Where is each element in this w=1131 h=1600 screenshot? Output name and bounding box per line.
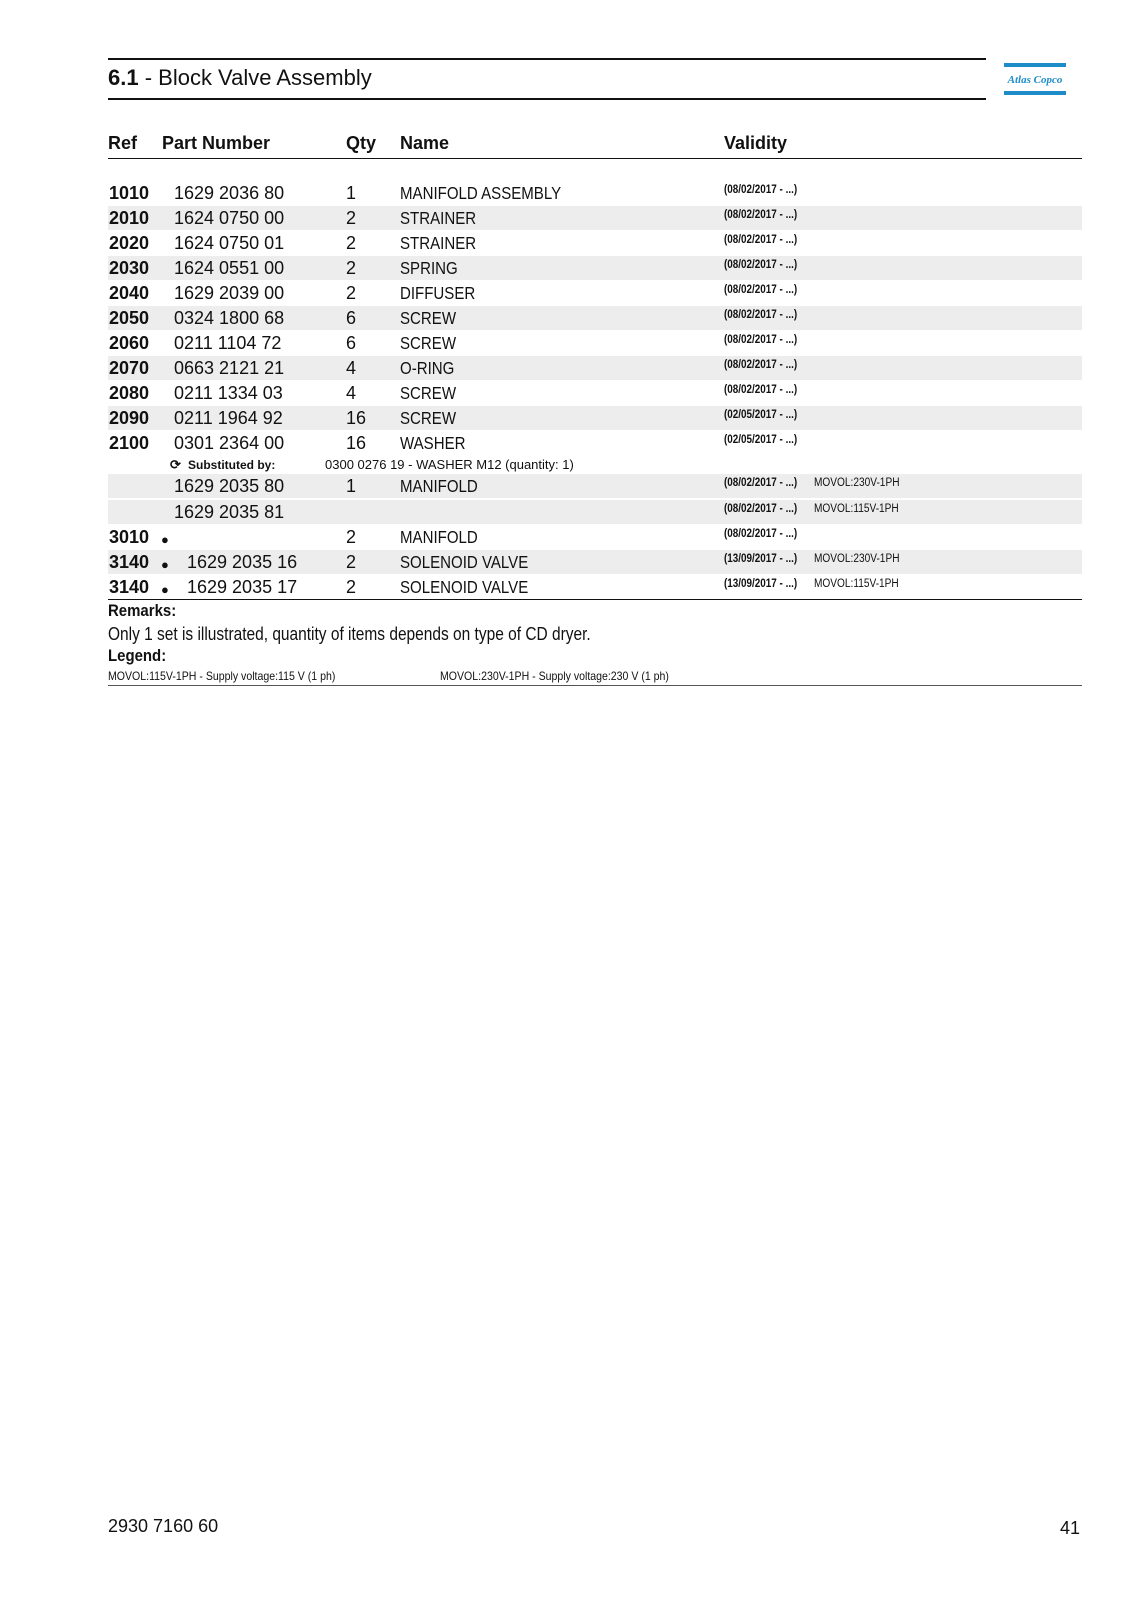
table-row	[108, 431, 1082, 455]
logo-text: Atlas Copco	[1007, 74, 1063, 86]
validity-cell: (08/02/2017 - ...)	[724, 528, 798, 540]
validity-cell: (13/09/2017 - ...)	[724, 553, 798, 565]
name-cell: STRAINER	[400, 208, 477, 228]
part-number-cell: 0211 1334 03	[174, 383, 283, 403]
validity-cell: (02/05/2017 - ...)	[724, 409, 798, 421]
table-row	[108, 256, 1082, 280]
qty-cell: 16	[346, 433, 367, 453]
variant-cell: MOVOL:115V-1PH	[814, 503, 899, 515]
table-row	[108, 206, 1082, 230]
variant-cell: MOVOL:230V-1PH	[814, 477, 900, 489]
qty-cell: 4	[346, 358, 357, 378]
col-header-qty: Qty	[346, 133, 377, 153]
header-rule	[108, 158, 1082, 159]
ref-cell: 2060	[109, 333, 150, 353]
qty-cell: 16	[346, 408, 367, 428]
section-number: 6.1	[108, 65, 139, 90]
ref-cell: 2100	[109, 433, 150, 453]
validity-cell: (08/02/2017 - ...)	[724, 209, 798, 221]
table-row	[108, 381, 1082, 405]
name-cell: SPRING	[400, 258, 458, 278]
validity-cell: (08/02/2017 - ...)	[724, 309, 798, 321]
validity-cell: (13/09/2017 - ...)	[724, 578, 798, 590]
table-row	[108, 406, 1082, 430]
validity-cell: (08/02/2017 - ...)	[724, 503, 798, 515]
name-cell: SOLENOID VALVE	[400, 577, 529, 597]
legend-item: MOVOL:230V-1PH - Supply voltage:230 V (1 ph)	[440, 669, 669, 683]
qty-cell: 2	[346, 283, 357, 303]
part-number-cell: 0301 2364 00	[174, 433, 285, 453]
validity-cell: (08/02/2017 - ...)	[724, 184, 798, 196]
name-cell: SCREW	[400, 383, 457, 403]
table-end-rule	[108, 599, 1082, 600]
validity-cell: (08/02/2017 - ...)	[724, 284, 798, 296]
section-title: - Block Valve Assembly	[138, 65, 372, 90]
qty-cell: 4	[346, 383, 357, 403]
validity-cell: (08/02/2017 - ...)	[724, 359, 798, 371]
name-cell: WASHER	[400, 433, 466, 453]
table-row	[108, 231, 1082, 255]
validity-cell: (08/02/2017 - ...)	[724, 477, 798, 489]
document-number: 2930 7160 60	[108, 1516, 219, 1536]
ref-cell: 3010	[109, 527, 150, 547]
qty-cell: 2	[346, 258, 357, 278]
table-row	[108, 181, 1082, 205]
remarks-title: Remarks:	[108, 601, 177, 620]
qty-cell: 2	[346, 577, 357, 597]
part-number-cell: 0211 1964 92	[174, 408, 283, 428]
validity-cell: (08/02/2017 - ...)	[724, 259, 798, 271]
part-number-cell: 0324 1800 68	[174, 308, 285, 328]
table-row	[108, 474, 1082, 498]
ref-cell: 2080	[109, 383, 150, 403]
name-cell: MANIFOLD ASSEMBLY	[400, 183, 562, 203]
table-row	[108, 575, 1082, 599]
bullet-icon: ●	[161, 532, 169, 547]
part-number-cell: 1624 0551 00	[174, 258, 285, 278]
qty-cell: 2	[346, 552, 357, 572]
table-row	[108, 500, 1082, 524]
ref-cell: 2040	[109, 283, 150, 303]
ref-cell: 2070	[109, 358, 150, 378]
atlas-copco-logo	[1004, 63, 1066, 95]
ref-cell: 1010	[109, 183, 150, 203]
part-number-cell: 1629 2035 17	[187, 577, 298, 597]
table-row	[108, 525, 1082, 549]
name-cell: SCREW	[400, 308, 457, 328]
name-cell: SOLENOID VALVE	[400, 552, 529, 572]
validity-cell: (08/02/2017 - ...)	[724, 334, 798, 346]
name-cell: SCREW	[400, 333, 457, 353]
col-header-ref: Ref	[108, 133, 138, 153]
legend-title: Legend:	[108, 646, 167, 665]
bullet-icon: ●	[161, 557, 169, 572]
name-cell: MANIFOLD	[400, 527, 478, 547]
name-cell: SCREW	[400, 408, 457, 428]
variant-cell: MOVOL:230V-1PH	[814, 553, 900, 565]
name-cell: MANIFOLD	[400, 476, 478, 496]
table-row	[108, 281, 1082, 305]
ref-cell: 3140	[109, 552, 150, 572]
part-number-cell: 1629 2036 80	[174, 183, 285, 203]
validity-cell: (02/05/2017 - ...)	[724, 434, 798, 446]
page-title	[108, 64, 372, 92]
part-number-cell: 1624 0750 01	[174, 233, 285, 253]
part-number-cell: 1629 2039 00	[174, 283, 285, 303]
ref-cell: 2050	[109, 308, 150, 328]
page-number: 41	[1060, 1518, 1081, 1538]
name-cell: DIFFUSER	[400, 283, 476, 303]
qty-cell: 2	[346, 233, 357, 253]
qty-cell: 1	[346, 183, 357, 203]
legend-rule	[108, 685, 1082, 686]
ref-cell: 2010	[109, 208, 150, 228]
substitution-label: Substituted by:	[188, 458, 276, 472]
name-cell: STRAINER	[400, 233, 477, 253]
bullet-icon: ●	[161, 582, 169, 597]
qty-cell: 2	[346, 208, 357, 228]
substitution-line	[108, 456, 1082, 474]
qty-cell: 6	[346, 308, 357, 328]
ref-cell: 3140	[109, 577, 150, 597]
col-header-name: Name	[400, 133, 450, 153]
qty-cell: 2	[346, 527, 357, 547]
part-number-cell: 1629 2035 81	[174, 502, 285, 522]
remarks-text: Only 1 set is illustrated, quantity of items depends on type of CD dryer.	[108, 624, 591, 644]
col-header-validity: Validity	[724, 133, 788, 153]
qty-cell: 6	[346, 333, 357, 353]
ref-cell: 2090	[109, 408, 150, 428]
substitution-text: 0300 0276 19 - WASHER M12 (quantity: 1)	[325, 457, 574, 472]
table-row	[108, 550, 1082, 574]
table-row	[108, 331, 1082, 355]
refresh-icon: ⟳	[170, 457, 181, 472]
qty-cell: 1	[346, 476, 357, 496]
col-header-part-number: Part Number	[162, 133, 271, 153]
validity-cell: (08/02/2017 - ...)	[724, 384, 798, 396]
table-row	[108, 356, 1082, 380]
legend-item: MOVOL:115V-1PH - Supply voltage:115 V (1 ph)	[108, 669, 336, 683]
part-number-cell: 0663 2121 21	[174, 358, 285, 378]
validity-cell: (08/02/2017 - ...)	[724, 234, 798, 246]
name-cell: O-RING	[400, 358, 455, 378]
part-number-cell: 1629 2035 16	[187, 552, 298, 572]
table-row	[108, 306, 1082, 330]
ref-cell: 2020	[109, 233, 150, 253]
ref-cell: 2030	[109, 258, 150, 278]
part-number-cell: 0211 1104 72	[174, 333, 282, 353]
variant-cell: MOVOL:115V-1PH	[814, 578, 899, 590]
part-number-cell: 1624 0750 00	[174, 208, 285, 228]
part-number-cell: 1629 2035 80	[174, 476, 285, 496]
